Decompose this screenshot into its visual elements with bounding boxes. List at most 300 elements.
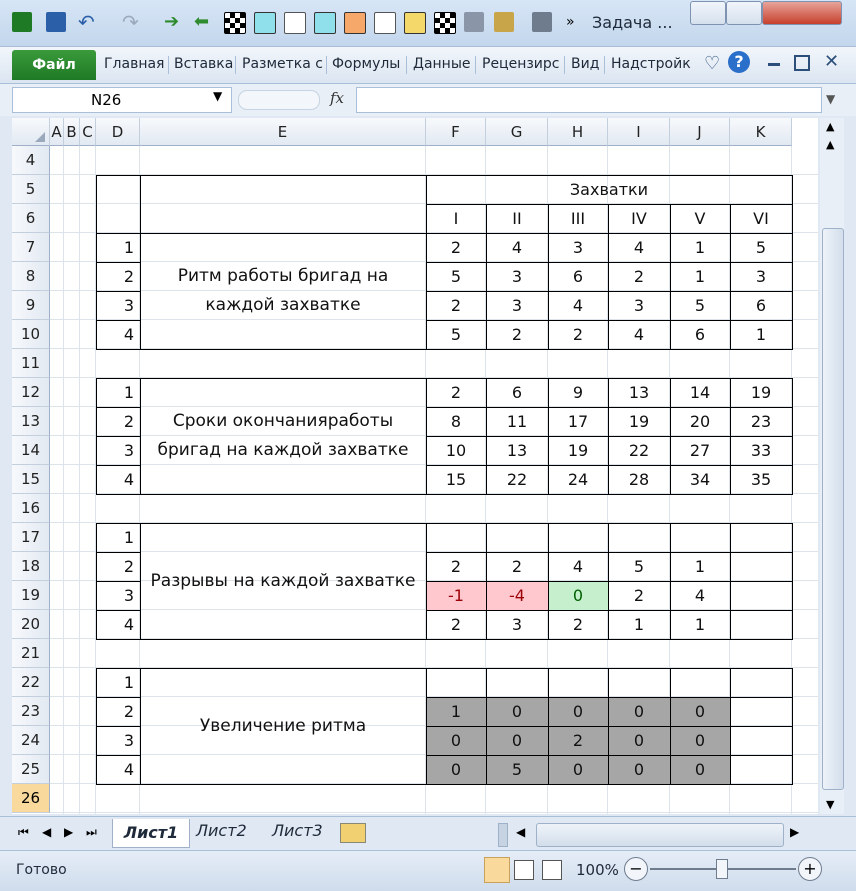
close-button[interactable]	[762, 1, 842, 25]
value-cell[interactable]: 19	[567, 441, 589, 460]
cell-border	[96, 233, 793, 234]
value-cell[interactable]: 4	[694, 586, 706, 605]
value-cell[interactable]: 0	[608, 726, 670, 755]
cell-border	[426, 204, 793, 205]
cell-border	[96, 494, 793, 495]
value-cell[interactable]: 33	[750, 441, 772, 460]
cell-border	[96, 175, 97, 234]
cell-border	[426, 175, 427, 234]
cell-border	[670, 378, 671, 495]
zoom-out-icon[interactable]: −	[624, 857, 648, 881]
tab-addins[interactable]: Надстройк	[611, 56, 691, 72]
cell-border	[96, 378, 793, 379]
column-header-c[interactable]: C	[80, 118, 96, 146]
column-header-d[interactable]: D	[96, 118, 140, 146]
last-sheet-icon[interactable]: ⏭	[86, 825, 97, 839]
tab-home[interactable]: Главная	[104, 56, 165, 72]
value-cell[interactable]: 17	[567, 412, 589, 431]
block-title-line: каждой захватке	[205, 295, 361, 315]
value-cell[interactable]: 2	[572, 325, 584, 344]
value-cell[interactable]: 13	[628, 383, 650, 402]
value-cell[interactable]	[730, 610, 792, 639]
value-cell[interactable]: -1	[426, 581, 486, 610]
row-header-7[interactable]: 7	[12, 233, 50, 262]
value-cell[interactable]	[730, 523, 792, 552]
value-cell[interactable]: 3	[511, 267, 523, 286]
value-cell[interactable]	[670, 523, 730, 552]
cell-border	[96, 784, 793, 785]
row-header-19[interactable]: 19	[12, 581, 50, 610]
value-cell[interactable]: -4	[486, 581, 548, 610]
value-cell[interactable]: 0	[548, 697, 608, 726]
value-cell[interactable]: 4	[511, 238, 523, 257]
brigade-index[interactable]: 3	[123, 731, 134, 750]
tab-review[interactable]: Рецензирс	[482, 56, 560, 72]
value-cell[interactable]: 1	[694, 267, 706, 286]
value-cell[interactable]: 1	[633, 615, 645, 634]
vertical-scrollbar[interactable]	[820, 118, 844, 814]
cell-border	[426, 755, 793, 756]
column-header-a[interactable]: A	[50, 118, 64, 146]
value-cell[interactable]: 2	[450, 238, 462, 257]
value-cell[interactable]	[730, 726, 792, 755]
window-title: Задача ...	[592, 13, 673, 32]
value-cell[interactable]	[730, 552, 792, 581]
value-cell[interactable]: 0	[670, 755, 730, 784]
cell-border	[548, 233, 549, 350]
value-cell[interactable]: 2	[633, 586, 645, 605]
cell-border	[792, 233, 793, 350]
value-cell[interactable]: 22	[506, 470, 528, 489]
row-header-14[interactable]: 14	[12, 436, 50, 465]
value-cell[interactable]: 5	[450, 325, 462, 344]
checker-icon[interactable]	[224, 12, 246, 34]
row-header-22[interactable]: 22	[12, 668, 50, 697]
page-layout-view-icon[interactable]	[514, 860, 534, 880]
brigade-index[interactable]: 1	[123, 383, 134, 402]
value-cell[interactable]: 5	[755, 238, 767, 257]
scroll-up-button[interactable]: ▲	[826, 138, 835, 151]
value-cell[interactable]: 28	[628, 470, 650, 489]
value-cell[interactable]: 1	[426, 697, 486, 726]
value-cell[interactable]: 2	[511, 557, 523, 576]
sheet-tabs-bar	[0, 816, 856, 851]
row-header-12[interactable]: 12	[12, 378, 50, 407]
brigade-index[interactable]: 3	[123, 586, 134, 605]
chevron-down-icon[interactable]: ▼	[213, 89, 223, 103]
cell-border	[608, 668, 609, 785]
value-cell[interactable]: 5	[633, 557, 645, 576]
value-cell[interactable]: 0	[548, 755, 608, 784]
value-cell[interactable]: 10	[445, 441, 467, 460]
worksheet-grid[interactable]	[12, 118, 818, 814]
row-header-11[interactable]: 11	[12, 349, 50, 378]
value-cell[interactable]	[670, 668, 730, 697]
tab-file[interactable]: Файл	[12, 50, 96, 80]
row-header-15[interactable]: 15	[12, 465, 50, 494]
ribbon-minimize-icon[interactable]	[768, 63, 780, 66]
cell-border	[96, 436, 141, 437]
tab-separator	[604, 56, 605, 74]
column-header-b[interactable]: B	[64, 118, 80, 146]
zoom-slider-thumb[interactable]	[716, 859, 728, 879]
brigade-index[interactable]: 4	[123, 760, 134, 779]
block-title-3[interactable]	[140, 523, 426, 639]
first-sheet-icon[interactable]: ⏮	[18, 825, 29, 839]
column-header-h[interactable]: H	[548, 118, 608, 146]
cell-border	[96, 349, 793, 350]
column-header-k[interactable]: K	[730, 118, 792, 146]
cell-border	[730, 523, 731, 640]
cyan-fill-icon-2[interactable]	[314, 12, 336, 34]
value-cell[interactable]: 0	[426, 726, 486, 755]
cell-border	[96, 407, 141, 408]
row-header-5[interactable]: 5	[12, 175, 50, 204]
checker-icon-2[interactable]	[434, 12, 456, 34]
tools-icon[interactable]	[494, 12, 514, 32]
cell-border	[96, 465, 141, 466]
brigade-index[interactable]: 3	[123, 296, 134, 315]
formula-input[interactable]	[356, 87, 822, 113]
value-cell[interactable]	[608, 523, 670, 552]
value-cell[interactable]: 14	[689, 383, 711, 402]
help-icon[interactable]: ?	[728, 51, 750, 73]
row-header-17[interactable]: 17	[12, 523, 50, 552]
cell-border	[96, 726, 141, 727]
print-icon[interactable]	[464, 12, 484, 32]
cell-border	[426, 523, 427, 640]
value-cell[interactable]: 24	[567, 470, 589, 489]
column-header-e[interactable]: E	[140, 118, 426, 146]
value-cell[interactable]: 1	[694, 615, 706, 634]
header-roman-2[interactable]: II	[512, 209, 522, 228]
minimize-button[interactable]	[690, 1, 726, 25]
maximize-button[interactable]	[726, 1, 762, 25]
brigade-index[interactable]: 2	[123, 557, 134, 576]
brigade-index[interactable]: 1	[123, 528, 134, 547]
value-cell[interactable]: 8	[450, 412, 462, 431]
cell-border	[426, 378, 427, 495]
scroll-left-icon[interactable]: ◀	[516, 825, 526, 839]
block-title-2[interactable]	[140, 378, 426, 494]
block-title-4[interactable]	[140, 668, 426, 784]
value-cell[interactable]	[730, 755, 792, 784]
value-cell[interactable]: 2	[633, 267, 645, 286]
value-cell[interactable]	[486, 523, 548, 552]
cell-border	[96, 639, 793, 640]
row-header-18[interactable]: 18	[12, 552, 50, 581]
tab-formulas[interactable]: Формулы	[332, 56, 401, 72]
cell-border	[730, 204, 731, 234]
value-cell[interactable]: 34	[689, 470, 711, 489]
select-all-corner[interactable]	[12, 118, 50, 146]
cell-border	[96, 552, 141, 553]
value-cell[interactable]: 4	[633, 238, 645, 257]
cell-border	[792, 378, 793, 495]
tab-separator	[235, 56, 236, 74]
brigade-index[interactable]: 3	[123, 441, 134, 460]
row-header-6[interactable]: 6	[12, 204, 50, 233]
tab-separator	[564, 56, 565, 74]
cell-border	[548, 378, 549, 495]
arrow-left-icon[interactable]: ⬅	[194, 11, 210, 32]
value-cell[interactable]: 5	[450, 267, 462, 286]
value-cell[interactable]: 2	[450, 383, 462, 402]
cell-border	[96, 233, 97, 350]
brigade-index[interactable]: 4	[123, 325, 134, 344]
ribbon-restore-icon[interactable]	[794, 55, 810, 71]
header-roman-1[interactable]: I	[453, 209, 459, 228]
more-icon[interactable]: »	[566, 14, 575, 30]
value-cell[interactable]: 3	[755, 267, 767, 286]
cell-border	[670, 204, 671, 234]
value-cell[interactable]: 1	[694, 238, 706, 257]
cell-border	[96, 668, 793, 669]
row-header-24[interactable]: 24	[12, 726, 50, 755]
cell-border	[548, 523, 549, 640]
value-cell[interactable]	[730, 697, 792, 726]
next-sheet-icon[interactable]: ▶	[64, 825, 74, 839]
value-cell[interactable]: 0	[486, 697, 548, 726]
row-header-13[interactable]: 13	[12, 407, 50, 436]
cell-border	[670, 233, 671, 350]
value-cell[interactable]	[426, 668, 486, 697]
value-cell[interactable]: 6	[694, 325, 706, 344]
redo-icon[interactable]: ↷	[122, 10, 139, 34]
name-box[interactable]	[12, 87, 232, 113]
yellow-fill-icon[interactable]	[404, 12, 426, 34]
cell-border	[486, 233, 487, 350]
value-cell[interactable]	[548, 668, 608, 697]
heart-icon[interactable]: ♡	[704, 53, 721, 74]
value-cell[interactable]: 19	[628, 412, 650, 431]
value-cell[interactable]: 4	[572, 296, 584, 315]
row-header-10[interactable]: 10	[12, 320, 50, 349]
value-cell[interactable]: 13	[506, 441, 528, 460]
prev-sheet-icon[interactable]: ◀	[42, 825, 52, 839]
value-cell[interactable]: 2	[548, 726, 608, 755]
block-title-1[interactable]	[140, 233, 426, 349]
value-cell[interactable]: 2	[450, 296, 462, 315]
cell-border	[608, 204, 609, 234]
value-cell[interactable]: 3	[572, 238, 584, 257]
tab-insert[interactable]: Вставка	[174, 56, 234, 72]
value-cell[interactable]: 22	[628, 441, 650, 460]
value-cell[interactable]: 4	[572, 557, 584, 576]
value-cell[interactable]: 0	[608, 755, 670, 784]
value-cell[interactable]: 1	[694, 557, 706, 576]
horizontal-scrollbar[interactable]	[536, 823, 784, 847]
normal-view-icon[interactable]	[484, 857, 510, 883]
value-cell[interactable]: 6	[511, 383, 523, 402]
column-header-g[interactable]: G	[486, 118, 548, 146]
value-cell[interactable]: 5	[486, 755, 548, 784]
value-cell[interactable]: 0	[608, 697, 670, 726]
excel-logo-icon	[12, 12, 32, 32]
column-header-j[interactable]: J	[670, 118, 730, 146]
cyan-fill-icon[interactable]	[254, 12, 276, 34]
header-roman-5[interactable]: V	[694, 209, 706, 228]
cell-border	[608, 523, 609, 640]
brigade-index[interactable]: 4	[123, 615, 134, 634]
expand-formula-icon[interactable]: ▼	[826, 92, 836, 106]
scroll-thumb[interactable]	[822, 228, 844, 790]
tab-view[interactable]: Вид	[571, 56, 600, 72]
value-cell[interactable]: 0	[486, 726, 548, 755]
zoom-level[interactable]: 100%	[576, 861, 619, 879]
undo-icon[interactable]: ↶	[78, 10, 95, 34]
value-cell[interactable]	[730, 581, 792, 610]
value-cell[interactable]: 2	[450, 557, 462, 576]
value-cell[interactable]: 35	[750, 470, 772, 489]
cell-border	[548, 668, 549, 785]
row-header-4[interactable]: 4	[12, 146, 50, 175]
cell-border	[792, 668, 793, 785]
orange-fill-icon[interactable]	[344, 12, 366, 34]
brigade-index[interactable]: 4	[123, 470, 134, 489]
cell-border	[96, 523, 97, 640]
row-header-9[interactable]: 9	[12, 291, 50, 320]
cell-border	[426, 233, 427, 350]
block-title-line: Ритм работы бригад на	[177, 266, 389, 286]
value-cell[interactable]: 19	[750, 383, 772, 402]
brigade-index[interactable]: 1	[123, 673, 134, 692]
header-roman-6[interactable]: VI	[753, 209, 769, 228]
brigade-index[interactable]: 1	[123, 238, 134, 257]
cell-border	[426, 610, 793, 611]
value-cell[interactable]: 20	[689, 412, 711, 431]
printer-icon[interactable]	[532, 12, 552, 32]
cell-border	[486, 204, 487, 234]
value-cell[interactable]: 1	[755, 325, 767, 344]
value-cell[interactable]: 0	[548, 581, 608, 610]
row-header-21[interactable]: 21	[12, 639, 50, 668]
row-header-16[interactable]: 16	[12, 494, 50, 523]
cell-border	[426, 668, 427, 785]
gridline	[50, 812, 818, 813]
value-cell[interactable]: 6	[572, 267, 584, 286]
value-cell[interactable]: 4	[633, 325, 645, 344]
row-header-20[interactable]: 20	[12, 610, 50, 639]
tab-page-layout[interactable]: Разметка с	[242, 56, 323, 72]
block-title-line: Сроки окончанияработы	[172, 411, 394, 431]
value-cell[interactable]	[548, 523, 608, 552]
cell-border	[96, 668, 97, 785]
sheet-tab-3[interactable]: Лист3	[272, 821, 323, 840]
matrix-icon-2[interactable]	[374, 12, 396, 34]
cell-border	[426, 320, 793, 321]
formula-bar	[0, 84, 856, 116]
block-title-line: Разрывы на каждой захватке	[150, 570, 416, 591]
status-bar	[0, 850, 856, 891]
value-cell[interactable]	[426, 523, 486, 552]
value-cell[interactable]: 3	[511, 615, 523, 634]
brigade-index[interactable]: 2	[123, 267, 134, 286]
row-header-23[interactable]: 23	[12, 697, 50, 726]
tab-separator	[168, 56, 169, 74]
value-cell[interactable]: 11	[506, 412, 528, 431]
hscroll-splitter[interactable]	[498, 823, 508, 847]
cell-border	[96, 262, 141, 263]
value-cell[interactable]: 2	[511, 325, 523, 344]
scroll-right-icon[interactable]: ▶	[790, 825, 800, 839]
cell-border	[426, 262, 793, 263]
sheet-tab-2[interactable]: Лист2	[196, 821, 247, 840]
cell-border	[140, 175, 141, 234]
value-cell[interactable]: 2	[450, 615, 462, 634]
block-title-line: бригад на каждой захватке	[157, 440, 409, 460]
value-cell[interactable]: 2	[572, 615, 584, 634]
brigade-index[interactable]: 2	[123, 702, 134, 721]
value-cell[interactable]	[608, 668, 670, 697]
formula-divider-icon	[238, 90, 320, 110]
title-bar	[0, 0, 856, 47]
scroll-down-button[interactable]: ▼	[826, 798, 835, 811]
cell-border	[730, 668, 731, 785]
zoom-in-icon[interactable]: +	[798, 857, 822, 881]
column-header-i[interactable]: I	[608, 118, 670, 146]
value-cell[interactable]: 5	[694, 296, 706, 315]
cell-border	[96, 320, 141, 321]
header-roman-3[interactable]: III	[570, 209, 586, 228]
value-cell[interactable]: 0	[426, 755, 486, 784]
cell-border	[730, 378, 731, 495]
insert-sheet-icon[interactable]	[340, 823, 366, 843]
value-cell[interactable]: 0	[670, 697, 730, 726]
page-break-view-icon[interactable]	[542, 860, 562, 880]
cell-border	[730, 233, 731, 350]
matrix-icon[interactable]	[284, 12, 306, 34]
value-cell[interactable]: 27	[689, 441, 711, 460]
sheet-tab-1[interactable]: Лист1	[112, 819, 190, 848]
ribbon-close-icon[interactable]: ✕	[824, 51, 840, 72]
name-box-value: N26	[91, 91, 122, 109]
cell-border	[426, 465, 793, 466]
cell-border	[486, 378, 487, 495]
value-cell[interactable]: 6	[755, 296, 767, 315]
header-roman-4[interactable]: IV	[631, 209, 647, 228]
value-cell[interactable]	[730, 668, 792, 697]
tab-data[interactable]: Данные	[413, 56, 471, 72]
cell-border	[140, 233, 141, 350]
arrow-right-icon[interactable]: ➔	[164, 11, 180, 32]
row-header-26[interactable]: 26	[12, 784, 50, 813]
insert-function-icon[interactable]: fx	[330, 89, 345, 107]
value-cell[interactable]: 9	[572, 383, 584, 402]
save-icon[interactable]	[46, 12, 66, 32]
cell-border	[140, 523, 141, 640]
row-header-25[interactable]: 25	[12, 755, 50, 784]
cell-border	[96, 755, 141, 756]
column-header-f[interactable]: F	[426, 118, 486, 146]
cell-border	[96, 291, 141, 292]
tab-separator	[475, 56, 476, 74]
cell-border	[96, 175, 793, 176]
value-cell[interactable]	[486, 668, 548, 697]
value-cell[interactable]: 0	[670, 726, 730, 755]
value-cell[interactable]: 3	[511, 296, 523, 315]
cell-border	[486, 668, 487, 785]
value-cell[interactable]: 15	[445, 470, 467, 489]
cell-border	[426, 407, 793, 408]
scroll-up-icon[interactable]: ▲	[826, 120, 835, 133]
header-zahvatki[interactable]: Захватки	[569, 180, 649, 199]
row-header-8[interactable]: 8	[12, 262, 50, 291]
brigade-index[interactable]: 2	[123, 412, 134, 431]
value-cell[interactable]: 23	[750, 412, 772, 431]
cell-border	[426, 291, 793, 292]
value-cell[interactable]: 3	[633, 296, 645, 315]
